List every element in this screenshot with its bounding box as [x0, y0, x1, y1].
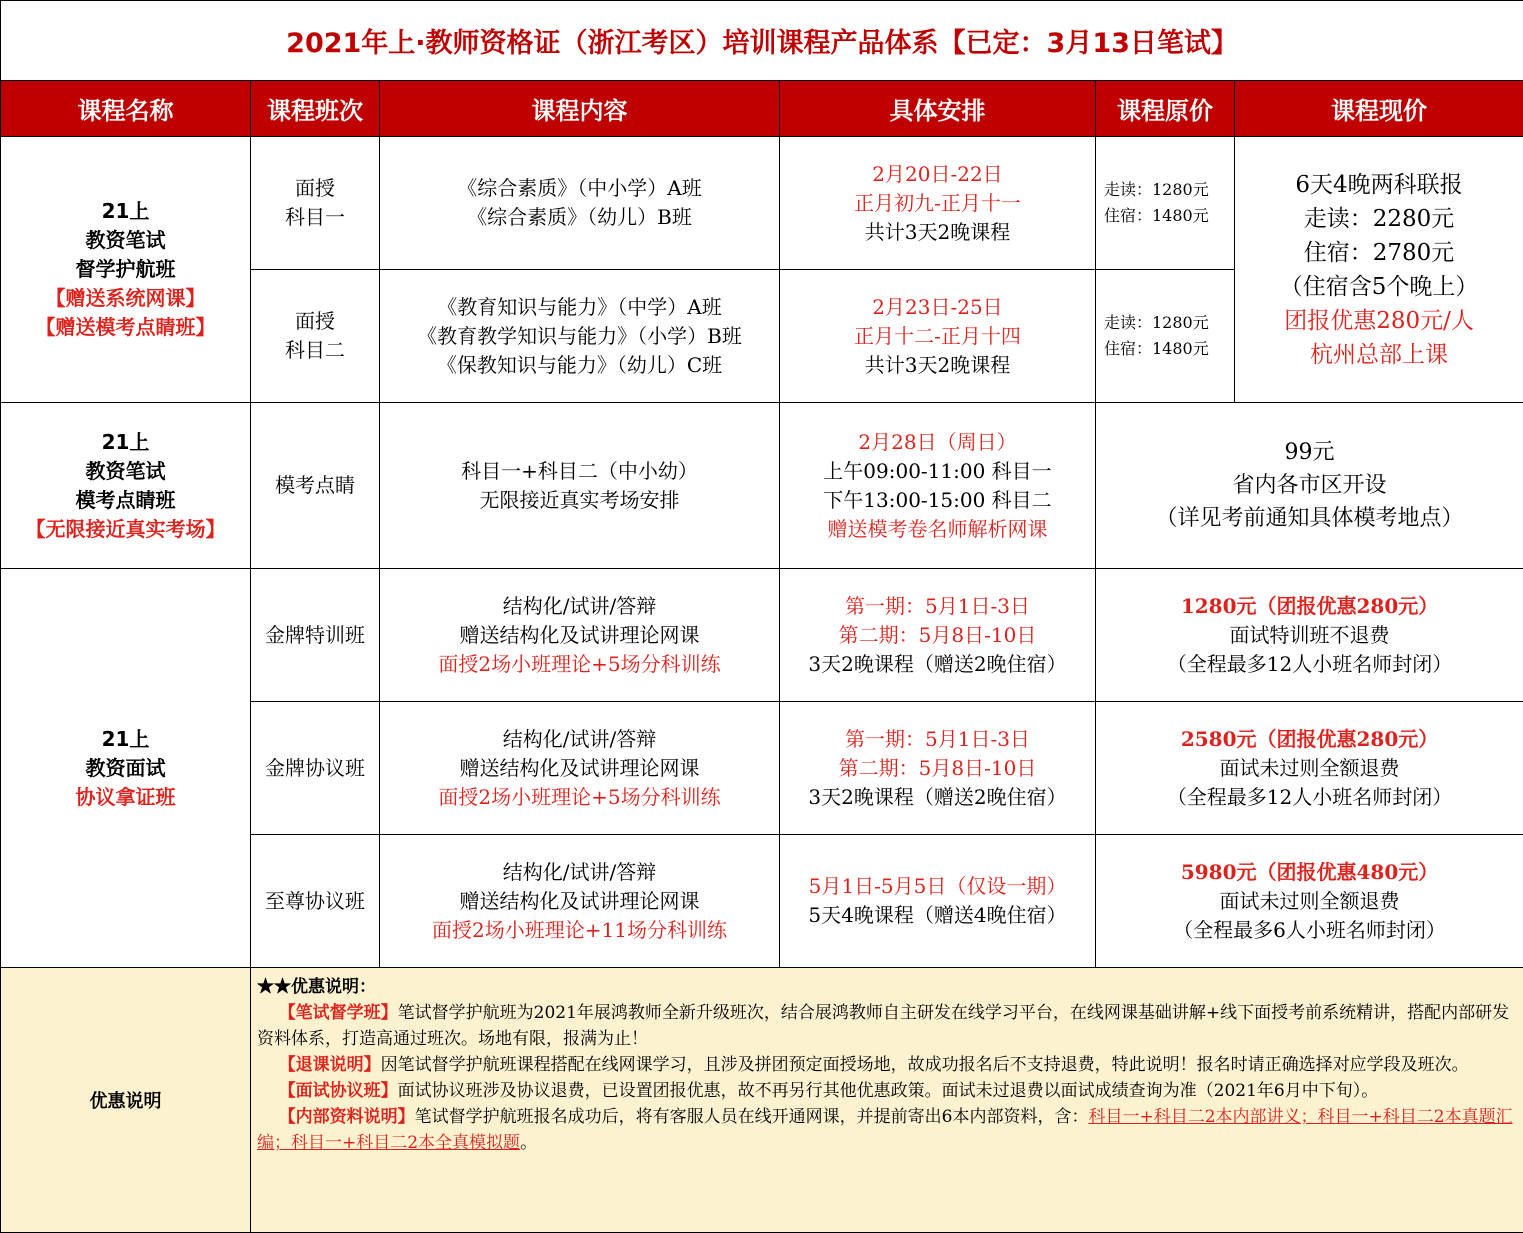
price-line: 住宿：2780元 [1303, 239, 1455, 266]
notes-heading: ★★优惠说明： [257, 977, 376, 997]
original-price-cell [1096, 270, 1235, 403]
content-cell [380, 270, 780, 403]
notes-text: 因笔试督学护航班课程搭配在线网课学习，且涉及拼团预定面授场地，故成功报名后不支持退费，特此说明！报名时请正确选择对应学段及班次。 [380, 1055, 1469, 1075]
content-cell [380, 137, 780, 270]
content-cell [380, 569, 780, 702]
course-tag: 协议拿证班 [75, 784, 176, 809]
schedule-cell [780, 403, 1096, 569]
notes-text: 笔试督学护航班为2021年展鸿教师全新升级班次，结合展鸿教师自主研发在线学习平台，在线网课基础讲解+线下面授考前系统精讲，搭配内部研发资料体系，打造高通过班次。场地有限，报满为止！ [257, 1003, 1510, 1049]
content-line: 面授2场小班理论+5场分科训练 [438, 784, 721, 809]
group-discount: 团报优惠280元/人 [1284, 307, 1474, 334]
course-name-written-supervision [1, 137, 251, 403]
price-line: 住宿：1480元 [1104, 206, 1209, 225]
price-line: 走读：1280元 [1104, 313, 1209, 332]
class-line: 面授 [295, 309, 335, 333]
content-line: 《教育知识与能力》（中学）A班 [437, 294, 722, 319]
schedule-lunar: 正月十二-正月十四 [854, 323, 1021, 348]
content-line: 结构化/试讲/答辩 [502, 726, 657, 751]
schedule-cell [780, 569, 1096, 702]
header-class: 课程班次 [251, 81, 380, 137]
class-cell: 金牌特训班 [251, 569, 380, 702]
location-note: 杭州总部上课 [1310, 341, 1449, 368]
schedule-cell [780, 270, 1096, 403]
schedule-line: 共计3天2晚课程 [864, 352, 1011, 377]
class-cell [251, 137, 380, 270]
course-name-line: 教资面试 [85, 755, 166, 780]
header-course-name: 课程名称 [1, 81, 251, 137]
course-name-line: 教资笔试 [85, 228, 166, 252]
schedule-date: 2月20日-22日 [872, 161, 1003, 186]
price-line: 面试特训班不退费 [1229, 622, 1390, 647]
class-line: 面授 [295, 176, 335, 200]
content-line: 结构化/试讲/答辩 [502, 859, 657, 884]
schedule-date: 第二期：5月8日-10日 [838, 622, 1037, 647]
content-cell [380, 403, 780, 569]
notes-item [257, 1052, 1517, 1078]
class-cell: 金牌协议班 [251, 702, 380, 835]
page-title: 2021年上·教师资格证（浙江考区）培训课程产品体系【已定：3月13日笔试】 [1, 1, 1523, 81]
course-name-line: 21上 [101, 429, 150, 454]
course-name-line: 教资笔试 [85, 458, 166, 483]
schedule-date: 2月28日（周日） [858, 429, 1017, 454]
header-schedule: 具体安排 [780, 81, 1096, 137]
price-line: （住宿含5个晚上） [1279, 273, 1479, 300]
price-line: 2580元（团报优惠280元） [1180, 726, 1439, 751]
course-name-line: 21上 [101, 199, 150, 223]
class-line: 科目一 [285, 205, 345, 229]
price-cell [1096, 702, 1523, 835]
content-line: 《综合素质》（中小学）A班 [457, 176, 702, 200]
schedule-date: 第二期：5月8日-10日 [838, 755, 1037, 780]
notes-text-end: 。 [520, 1133, 538, 1153]
content-line: 《综合素质》（幼儿）B班 [467, 205, 692, 229]
schedule-date: 第一期：5月1日-3日 [845, 593, 1030, 618]
notes-key: 【面试协议班】 [278, 1081, 398, 1101]
price-cell [1096, 403, 1523, 569]
schedule-date: 第一期：5月1日-3日 [845, 726, 1030, 751]
schedule-line: 上午09:00-11:00 科目一 [823, 458, 1052, 483]
notes-item [257, 1000, 1517, 1052]
price-line: 走读：2280元 [1303, 205, 1455, 232]
notes-key: 【内部资料说明】 [278, 1107, 415, 1127]
materials-list: 科目一+科目二2本内部讲义；科目一+科目二2本真题汇编；科目一+科目二2本全真模拟题 [257, 1107, 1513, 1153]
schedule-line: 下午13:00-15:00 科目二 [823, 487, 1052, 512]
price-line: 走读：1280元 [1104, 180, 1209, 199]
header-content: 课程内容 [380, 81, 780, 137]
schedule-date: 2月23日-25日 [872, 294, 1003, 319]
content-line: 结构化/试讲/答辩 [502, 593, 657, 618]
schedule-gift: 赠送模考卷名师解析网课 [827, 516, 1048, 541]
price-line: 99元 [1284, 440, 1335, 465]
price-line: 住宿：1480元 [1104, 339, 1209, 358]
price-line: （全程最多6人小班名师封闭） [1173, 917, 1446, 942]
current-price-cell [1235, 137, 1523, 403]
content-line: 《教育教学知识与能力》（小学）B班 [417, 323, 742, 348]
price-line: 面试未过则全额退费 [1219, 755, 1400, 780]
notes-key: 【退课说明】 [278, 1055, 381, 1075]
content-line: 赠送结构化及试讲理论网课 [459, 888, 700, 913]
course-name-mock-exam [1, 403, 251, 569]
course-name-line: 21上 [101, 726, 150, 751]
price-line: （全程最多12人小班名师封闭） [1166, 784, 1453, 809]
content-line: 面授2场小班理论+11场分科训练 [432, 917, 727, 942]
schedule-line: 3天2晚课程（赠送2晚住宿） [808, 651, 1067, 676]
gift-tag: 【赠送模考点睛班】 [35, 315, 216, 339]
class-cell: 至尊协议班 [251, 835, 380, 968]
content-line: 赠送结构化及试讲理论网课 [459, 622, 700, 647]
content-line: 无限接近真实考场安排 [479, 487, 680, 512]
price-cell [1096, 569, 1523, 702]
content-line: 面授2场小班理论+5场分科训练 [438, 651, 721, 676]
price-line: 6天4晚两科联报 [1295, 171, 1463, 198]
course-name-line: 督学护航班 [75, 257, 176, 281]
course-tag: 【无限接近真实考场】 [25, 516, 226, 541]
class-line: 科目二 [285, 338, 345, 362]
gift-tag: 【赠送系统网课】 [45, 286, 206, 310]
price-line: 面试未过则全额退费 [1219, 888, 1400, 913]
schedule-line: 共计3天2晚课程 [864, 219, 1011, 244]
class-cell [251, 270, 380, 403]
price-line: 省内各市区开设 [1232, 473, 1387, 498]
price-cell [1096, 835, 1523, 968]
notes-text: 面试协议班涉及协议退费，已设置团报优惠，故不再另行其他优惠政策。面试未过退费以面试成绩查询为准（2021年6月中下旬）。 [397, 1081, 1379, 1101]
price-line: （详见考前通知具体模考地点） [1155, 506, 1464, 531]
schedule-cell [780, 702, 1096, 835]
course-name-interview [1, 569, 251, 968]
price-line: （全程最多12人小班名师封闭） [1166, 651, 1453, 676]
notes-cell [251, 968, 1523, 1233]
class-cell: 模考点睛 [251, 403, 380, 569]
price-line: 5980元（团报优惠480元） [1180, 859, 1439, 884]
notes-key: 【笔试督学班】 [278, 1003, 398, 1023]
original-price-cell [1096, 137, 1235, 270]
course-name-line: 模考点睛班 [75, 487, 176, 512]
content-cell [380, 835, 780, 968]
notes-item [257, 1104, 1517, 1156]
notes-item [257, 1078, 1517, 1104]
schedule-cell [780, 137, 1096, 270]
content-line: 赠送结构化及试讲理论网课 [459, 755, 700, 780]
header-current-price: 课程现价 [1235, 81, 1523, 137]
notes-label: 优惠说明 [1, 968, 251, 1233]
content-cell [380, 702, 780, 835]
price-line: 1280元（团报优惠280元） [1180, 593, 1439, 618]
header-original-price: 课程原价 [1096, 81, 1235, 137]
content-line: 科目一+科目二（中小幼） [461, 458, 698, 483]
content-line: 《保教知识与能力》（幼儿）C班 [436, 352, 723, 377]
schedule-cell [780, 835, 1096, 968]
schedule-date: 5月1日-5月5日（仅设一期） [808, 874, 1067, 898]
notes-text: 笔试督学护航班报名成功后，将有客服人员在线开通网课，并提前寄出6本内部资料，含： [414, 1107, 1089, 1127]
schedule-line: 5天4晚课程（赠送4晚住宿） [808, 903, 1067, 927]
schedule-line: 3天2晚课程（赠送2晚住宿） [808, 784, 1067, 809]
schedule-lunar: 正月初九-正月十一 [854, 190, 1021, 215]
